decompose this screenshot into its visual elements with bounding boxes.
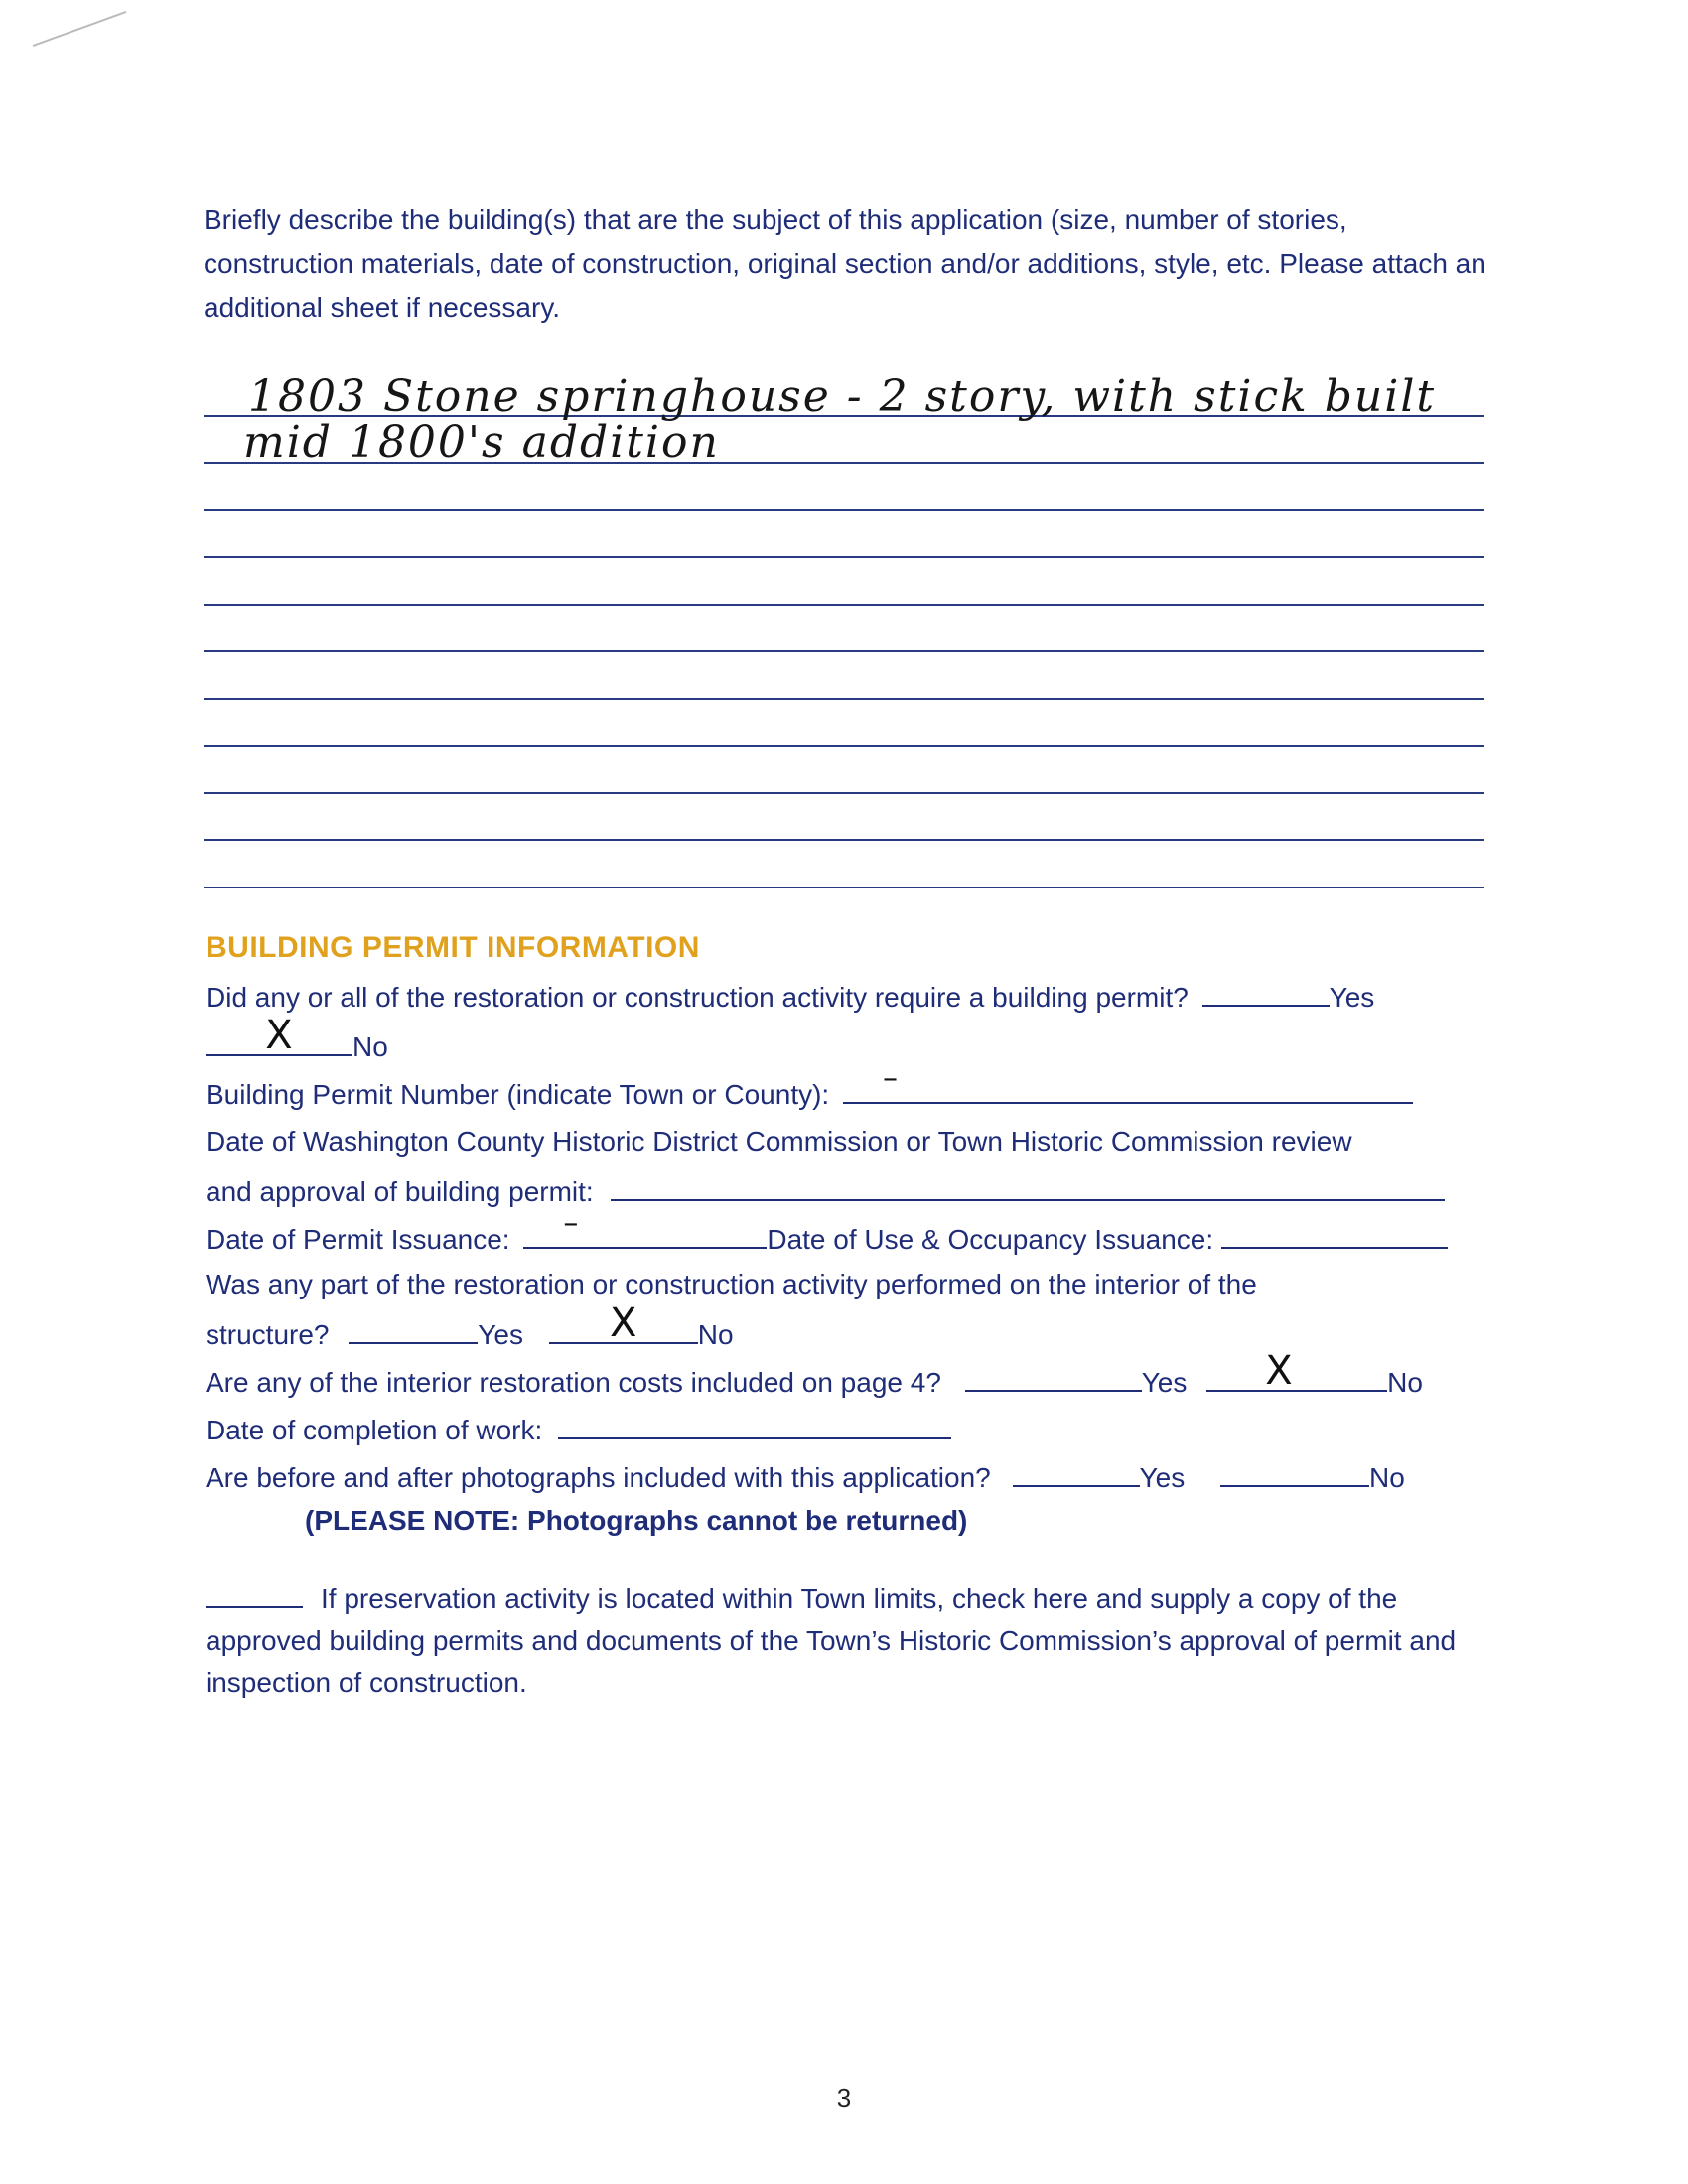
issuance-value: – — [563, 1206, 579, 1241]
interior-no-blank[interactable] — [549, 1300, 698, 1346]
description-line[interactable] — [204, 464, 1484, 511]
permit-number-value: – — [882, 1061, 898, 1096]
photo-note: (PLEASE NOTE: Photographs cannot be returned) — [305, 1505, 968, 1536]
checkmark-x: X — [1265, 1348, 1293, 1394]
permit-number-field[interactable] — [843, 1061, 1413, 1104]
issuance-row — [206, 1206, 1448, 1256]
interior-row — [206, 1300, 734, 1351]
handwritten-description-2: mid 1800's addition — [243, 416, 720, 468]
permit-number-row — [206, 1061, 1413, 1111]
question-text: structure? — [206, 1319, 330, 1350]
commission-date-row — [206, 1173, 1445, 1208]
no-label: No — [1369, 1462, 1405, 1493]
description-lines[interactable] — [204, 369, 1484, 888]
question-text: Did any or all of the restoration or construction activity require a building permit? — [206, 982, 1189, 1013]
description-line[interactable] — [204, 558, 1484, 606]
description-line[interactable] — [204, 511, 1484, 559]
question-text: Are before and after photographs included with this application? — [206, 1462, 991, 1493]
description-prompt: Briefly describe the building(s) that are the subject of this application (size, number of stories, construction materials, date of construction, original section and/or additions, style, etc. Please attach an additional sheet if necessary. — [204, 205, 1486, 323]
photos-no-blank[interactable] — [1220, 1459, 1369, 1487]
permit-required-question — [206, 979, 1374, 1014]
page-number: 3 — [836, 2083, 852, 2113]
interior-question: Was any part of the restoration or construction activity performed on the interior of the — [206, 1269, 1257, 1299]
description-line[interactable] — [204, 652, 1484, 700]
issuance-date-field[interactable] — [523, 1206, 767, 1249]
question-text: Date of Permit Issuance: — [206, 1224, 510, 1255]
permit-required-no-blank[interactable] — [206, 1013, 352, 1058]
permit-required-no-row — [206, 1013, 388, 1063]
completion-row — [206, 1412, 951, 1446]
completion-date-field[interactable] — [558, 1412, 951, 1439]
description-line[interactable] — [204, 606, 1484, 653]
section-title: BUILDING PERMIT INFORMATION — [206, 931, 700, 964]
question-text: and approval of building permit: — [206, 1176, 594, 1207]
description-line[interactable] — [204, 369, 1484, 422]
description-line[interactable] — [204, 747, 1484, 794]
permit-required-yes-blank[interactable] — [1202, 979, 1330, 1007]
handwritten-description-1: 1803 Stone springhouse - 2 story, with stick built — [248, 371, 1437, 422]
commission-date-field[interactable] — [611, 1173, 1445, 1201]
question-text: Are any of the interior restoration costs included on page 4? — [206, 1367, 941, 1398]
no-label: No — [1387, 1367, 1423, 1398]
checkmark-x: X — [265, 1013, 293, 1058]
question-text: Building Permit Number (indicate Town or County): — [206, 1079, 830, 1110]
interior-costs-no-blank[interactable] — [1206, 1348, 1387, 1394]
yes-label: Yes — [1141, 1367, 1188, 1398]
town-limits-paragraph — [206, 1578, 1496, 1704]
question-text: Date of Use & Occupancy Issuance: — [767, 1224, 1214, 1255]
yes-label: Yes — [1329, 982, 1375, 1013]
interior-costs-yes-blank[interactable] — [965, 1364, 1142, 1392]
town-limits-checkbox-blank[interactable] — [206, 1580, 303, 1608]
interior-costs-row — [206, 1348, 1423, 1399]
yes-label: Yes — [478, 1319, 523, 1350]
description-line[interactable] — [204, 841, 1484, 888]
photos-row — [206, 1459, 1405, 1494]
checkmark-x: X — [610, 1300, 637, 1346]
description-line[interactable] — [204, 416, 1484, 468]
photos-yes-blank[interactable] — [1013, 1459, 1140, 1487]
use-occupancy-date-field[interactable] — [1221, 1221, 1448, 1249]
no-label: No — [352, 1031, 388, 1062]
scan-artifact — [33, 11, 127, 47]
description-line[interactable] — [204, 794, 1484, 842]
town-limits-text: If preservation activity is located within Town limits, check here and supply a copy of the approved building permits and documents of the Town’s Historic Commission’s approval of permit and inspection of construction. — [206, 1583, 1457, 1698]
question-text: Date of completion of work: — [206, 1415, 543, 1445]
yes-label: Yes — [1139, 1462, 1186, 1493]
interior-yes-blank[interactable] — [349, 1316, 478, 1344]
description-line[interactable] — [204, 700, 1484, 748]
commission-date-question: Date of Washington County Historic District Commission or Town Historic Commission review — [206, 1126, 1352, 1157]
no-label: No — [697, 1319, 734, 1350]
